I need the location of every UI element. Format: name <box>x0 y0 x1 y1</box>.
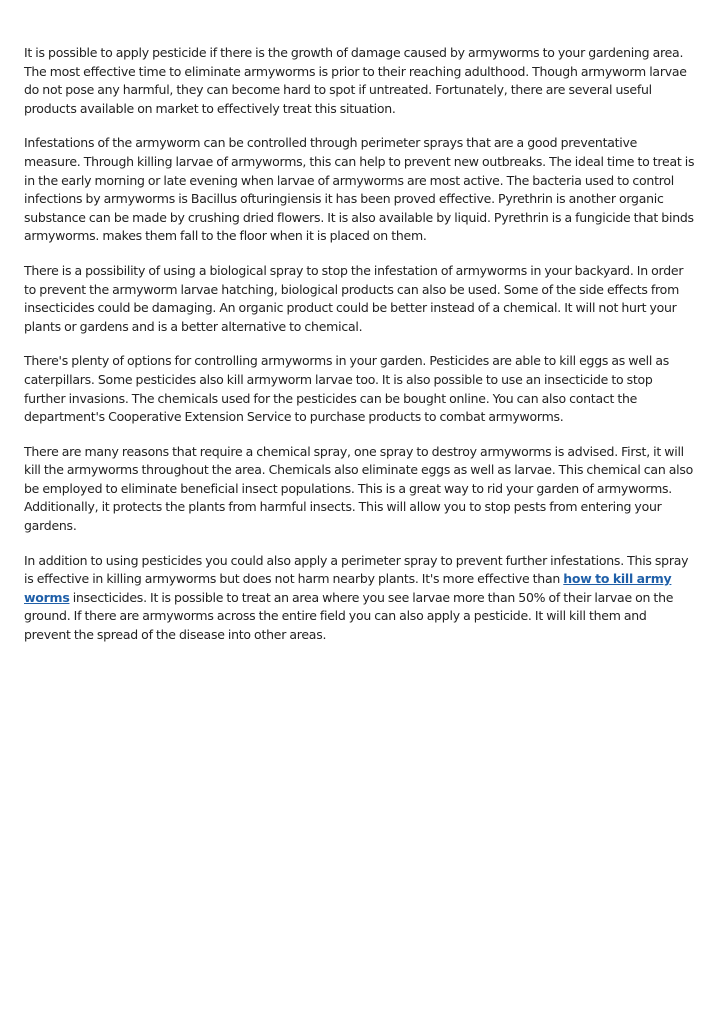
paragraph-perimeter-sprays: Infestations of the armyworm can be controlled through perimeter sprays that are a good preventative measure. Through killing larvae of armyworms, this can help to prevent new outbreaks. The ideal time to treat is in the early morning or late evening when larvae of armyworms are most active. The bacteria used to control infections by armyworms is Bacillus ofturingiensis it has been proved effective. Pyrethrin is another organic substance can be made by crushing dried flowers. It is also available by liquid. Pyrethrin is a fungicide that binds armyworms. makes them fall to the floor when it is placed on them. <box>24 135 695 244</box>
paragraph-biological-spray: There is a possibility of using a biological spray to stop the infestation of armyworms in your backyard. In order to prevent the armyworm larvae hatching, biological products can also be used. Some of the side effects from insecticides could be damaging. An organic product could be better instead of a chemical. It will not hurt your plants or gardens and is a better alternative to chemical. <box>24 262 684 334</box>
paragraph-perimeter-spray-link <box>24 552 696 645</box>
paragraph-text-before-link: In addition to using pesticides you could also apply a perimeter spray to prevent further infestations. This spray is effective in killing armyworms but does not harm nearby plants. It's more effective than <box>24 552 689 587</box>
paragraph-pesticide-timing: It is possible to apply pesticide if there is the growth of damage caused by armyworms to your gardening area. The most effective time to eliminate armyworms is prior to their reaching adulthood. Though armyworm larvae do not pose any harmful, they can become hard to spot if untreated. Fortunately, there are several useful products available on market to effectively treat this situation. <box>24 45 687 116</box>
paragraph-chemical-spray: There are many reasons that require a chemical spray, one spray to destroy armyworms is advised. First, it will kill the armyworms throughout the area. Chemicals also eliminate eggs as well as larvae. This chemical can also be employed to eliminate beneficial insect populations. This is a great way to rid your garden of armyworms. Additionally, it protects the plants from harmful insects. This will allow you to stop pests from entering your gardens. <box>24 443 694 534</box>
paragraph-text-after-link: insecticides. It is possible to treat an area where you see larvae more than 50% of their larvae on the ground. If there are armyworms across the entire field you can also apply a pesticide. It will kill them and prevent the spread of the disease into other areas. <box>24 589 674 643</box>
article-body <box>24 44 696 661</box>
paragraph-control-options: There's plenty of options for controlling armyworms in your garden. Pesticides are able to kill eggs as well as caterpillars. Some pesticides also kill armyworm larvae too. It is also possible to use an insecticide to stop further invasions. The chemicals used for the pesticides can be bought online. You can also contact the department's Cooperative Extension Service to purchase products to combat armyworms. <box>24 353 670 425</box>
how-to-kill-army-worms-link[interactable]: how to kill army worms <box>24 571 672 605</box>
